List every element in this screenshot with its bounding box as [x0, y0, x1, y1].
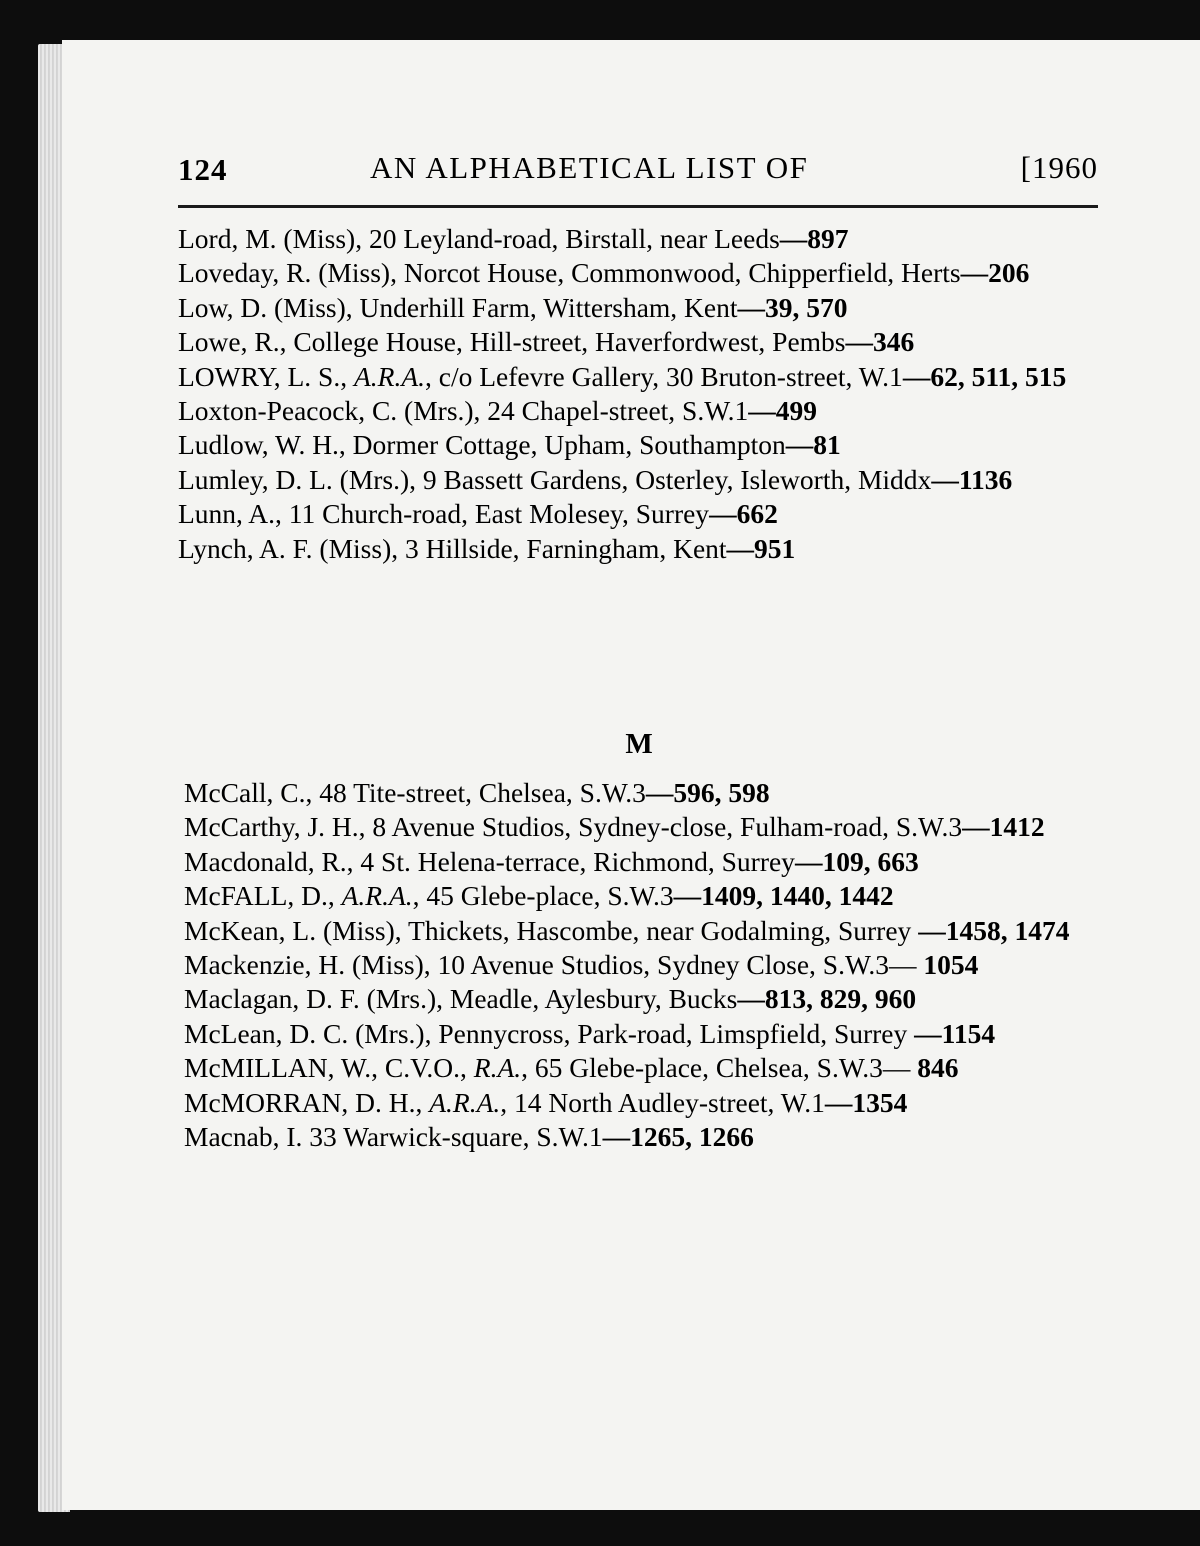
list-item [178, 360, 1100, 394]
list-item [184, 1120, 1102, 1154]
entry-name: Low, D. (Miss), Underhill Farm, Wittersham, Kent [178, 291, 738, 323]
entry-name: McKean, L. (Miss), Thickets, Hascombe, near Godalming, Surrey [184, 914, 912, 946]
entry-numbers: —39, 570 [737, 291, 848, 323]
entry-numbers: —62, 511, 515 [902, 360, 1067, 392]
entry-rank: A.R.A. [429, 1086, 501, 1118]
entries-l-list [178, 222, 1100, 566]
running-head [178, 150, 1098, 200]
entry-address: , 65 Glebe-place, Chelsea, S.W.3— [521, 1052, 911, 1084]
entry-numbers: —1136 [931, 463, 1013, 495]
entry-numbers: —1458, 1474 [911, 914, 1070, 946]
entry-name: Lynch, A. F. (Miss), 3 Hillside, Farningham, Kent [178, 532, 727, 564]
entry-rank: A.R.A. [353, 360, 426, 392]
entry-rank: R.A. [473, 1052, 522, 1084]
page-number: 124 [178, 152, 228, 187]
entry-numbers: —1412 [962, 811, 1045, 843]
entry-name: LOWRY, L. S., [178, 360, 354, 392]
entry-numbers: —1265, 1266 [602, 1121, 754, 1153]
list-item [184, 845, 1102, 879]
entry-address: , c/o Lefevre Gallery, 30 Bruton-street, W.1 [425, 360, 903, 392]
entry-name: Maclagan, D. F. (Mrs.), Meadle, Aylesbury, Bucks [184, 983, 738, 1015]
entry-name: Mackenzie, H. (Miss), 10 Avenue Studios, Sydney Close, S.W.3— [184, 949, 917, 981]
entry-name: Macnab, I. 33 Warwick-square, S.W.1 [184, 1121, 603, 1153]
list-item [184, 1086, 1102, 1120]
list-item [178, 222, 1100, 256]
list-item [178, 325, 1100, 359]
entry-address: , 14 North Audley-street, W.1 [500, 1086, 825, 1118]
list-item [184, 810, 1102, 844]
entry-numbers: —346 [845, 326, 915, 358]
entry-name: Loxton-Peacock, C. (Mrs.), 24 Chapel-street, S.W.1 [178, 395, 749, 427]
entry-numbers: 1054 [916, 949, 979, 981]
page-title: AN ALPHABETICAL LIST OF [370, 150, 809, 185]
list-item [184, 776, 1102, 810]
entry-name: Lord, M. (Miss), 20 Leyland-road, Birstall, near Leeds [178, 223, 780, 254]
entry-numbers: —1354 [824, 1086, 908, 1118]
entry-numbers: —81 [785, 429, 841, 461]
list-item [184, 948, 1102, 982]
entry-name: McCall, C., 48 Tite-street, Chelsea, S.W.3 [184, 777, 646, 808]
entry-name: McMILLAN, W., C.V.O., [184, 1052, 474, 1084]
entry-name: McFALL, D., [184, 880, 342, 912]
section-heading: M [625, 728, 653, 760]
entry-numbers: 846 [910, 1052, 959, 1084]
entry-name: Loveday, R. (Miss), Norcot House, Commonwood, Chipperfield, Herts [178, 257, 961, 289]
entry-numbers: —109, 663 [794, 845, 919, 877]
entry-name: Lowe, R., College House, Hill-street, Haverfordwest, Pembs [178, 326, 846, 358]
entry-address: , 45 Glebe-place, S.W.3 [412, 880, 674, 912]
list-item [178, 497, 1100, 531]
entry-name: Lumley, D. L. (Mrs.), 9 Bassett Gardens, Osterley, Isleworth, Middx [178, 463, 932, 495]
list-item [178, 394, 1100, 428]
list-item [184, 879, 1102, 913]
list-item [178, 291, 1100, 325]
list-item [178, 428, 1100, 462]
entry-name: Lunn, A., 11 Church-road, East Molesey, Surrey [178, 498, 710, 530]
entry-numbers: —499 [748, 395, 818, 427]
entry-rank: A.R.A. [341, 880, 413, 912]
header-rule [178, 205, 1098, 208]
list-item [184, 914, 1102, 948]
entry-numbers: —951 [726, 532, 796, 564]
year-label: [1960 [1020, 150, 1098, 185]
entry-name: McMORRAN, D. H., [184, 1086, 430, 1118]
entry-numbers: —1154 [907, 1017, 996, 1049]
list-item [178, 532, 1100, 566]
entry-name: Ludlow, W. H., Dormer Cottage, Upham, Southampton [178, 429, 786, 461]
entry-numbers: —662 [709, 498, 778, 530]
entry-name: Macdonald, R., 4 St. Helena-terrace, Richmond, Surrey [184, 845, 795, 877]
entry-numbers: —1409, 1440, 1442 [673, 880, 894, 912]
entry-numbers: —596, 598 [645, 777, 770, 808]
list-item [178, 256, 1100, 290]
entry-name: McCarthy, J. H., 8 Avenue Studios, Sydney-close, Fulham-road, S.W.3 [184, 811, 963, 843]
entry-numbers: —206 [960, 257, 1030, 289]
entry-numbers: —897 [779, 223, 849, 254]
list-item [178, 463, 1100, 497]
list-item [184, 982, 1102, 1016]
entry-name: McLean, D. C. (Mrs.), Pennycross, Park-road, Limspfield, Surrey [184, 1017, 908, 1049]
list-item [184, 1017, 1102, 1051]
list-item [184, 1051, 1102, 1085]
entry-numbers: —813, 829, 960 [737, 983, 917, 1015]
entries-m-list [184, 776, 1102, 1154]
